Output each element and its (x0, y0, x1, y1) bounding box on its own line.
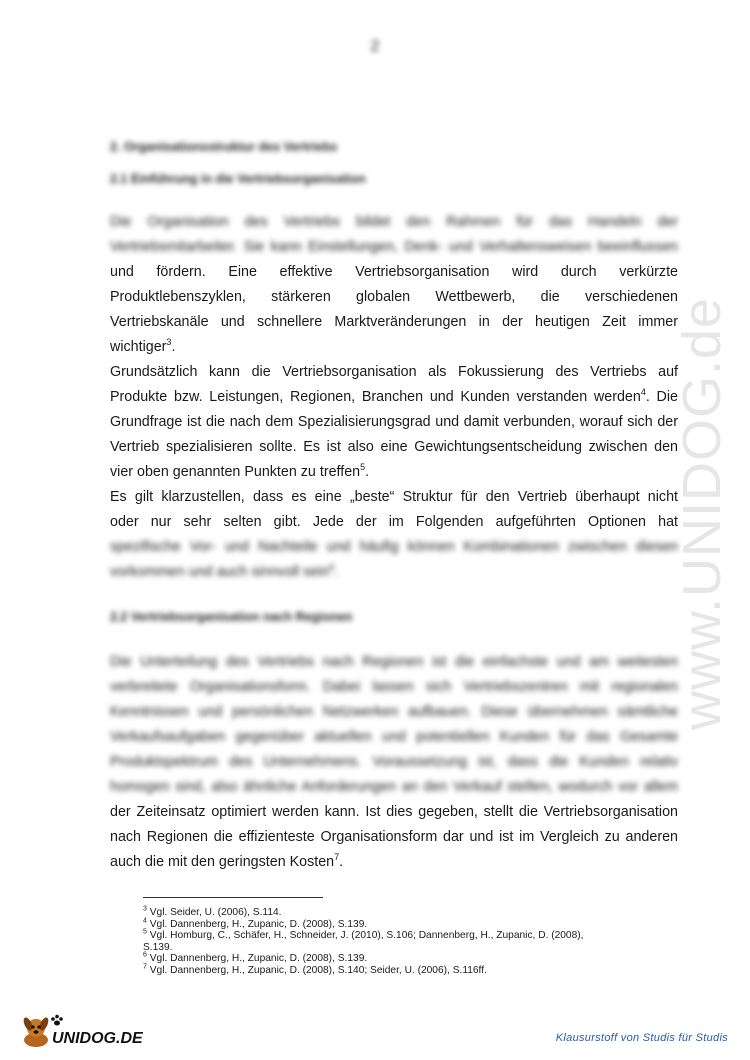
text-line: nach Regionen die effizienteste Organisationsform dar und ist im Vergleich zu anderen (110, 829, 678, 845)
text-line-blurred: Verkaufsaufgaben gegenüber aktuellen und potentiellen Kunden für das Gesamte (110, 729, 678, 745)
watermark-text: www.UNIDOG.de (672, 296, 732, 730)
paragraph-4 (110, 650, 678, 875)
text-line: Es gilt klarzustellen, dass es eine „beste“ Struktur für den Vertrieb überhaupt nicht (110, 489, 678, 505)
footnote: $^6$ Vgl. Dannenberg, H., Zupanic, D. (2008), S.139. (143, 951, 368, 964)
text-line: der Zeiteinsatz optimiert werden kann. Ist dies gegeben, stellt die Vertriebsorganisation (110, 804, 678, 820)
text-line: Grundsätzlich kann die Vertriebsorganisation als Fokussierung des Vertriebs auf (110, 364, 678, 380)
paragraph-intro (110, 210, 678, 360)
text-line: vier oben genannten Punkten zu treffen$^5$. (110, 462, 370, 480)
logo-text: UNIDOG.DE (52, 1030, 143, 1047)
footnote: $^5$ Vgl. Homburg, C., Schäfer, H., Schneider, J. (2010), S.106; Dannenberg, H., Zupanic, D. (2008), (143, 928, 584, 941)
text-line-blurred: Die Unterteilung des Vertriebs nach Regionen ist die einfachste und am weitesten (110, 654, 678, 670)
text-line: oder nur sehr selten gibt. Jede der im Folgenden aufgeführten Optionen hat (110, 514, 678, 530)
paragraph-3 (110, 485, 678, 585)
text-line: und fördern. Eine effektive Vertriebsorganisation wird durch verkürzte (110, 264, 678, 280)
text-line-blurred: verbreitete Organisationsform. Dabei lassen sich Vertriebszentren mit regionalen (110, 679, 678, 695)
text-line: auch die mit den geringsten Kosten$^7$. (110, 852, 344, 870)
text-line-blurred: Vertriebsmitarbeiter. Sie kann Einstellungen, Denk- und Verhaltensweisen beeinflussen (110, 239, 678, 255)
footnote: $^7$ Vgl. Dannenberg, H., Zupanic, D. (2008), S.140; Seider, U. (2006), S.116ff. (143, 963, 487, 976)
text-line-blurred: Produktspektrum des Unternehmens. Voraussetzung ist, dass die Kunden relativ (110, 754, 678, 770)
text-line: wichtiger$^3$. (110, 337, 176, 355)
subsection-heading-2: 2.2 Vertriebsorganisation nach Regionen (110, 610, 353, 624)
footnotes (143, 907, 683, 976)
text-line-blurred: Die Organisation des Vertriebs bildet den Rahmen für das Handeln der (110, 214, 678, 230)
subsection-heading-1: 2.1 Einführung in die Vertriebsorganisation (110, 172, 366, 186)
page-number: 2 (370, 38, 380, 55)
footnote: $^3$ Vgl. Seider, U. (2006), S.114. (143, 905, 282, 918)
section-heading: 2. Organisationsstruktur des Vertriebs (110, 140, 338, 154)
footnote-ref[interactable]: 4 (640, 387, 646, 398)
footnote-ref[interactable]: 5 (360, 462, 366, 473)
text-line-blurred: Kenntnissen und persönlichen Netzwerken aufbauen. Diese übernehmen sämtliche (110, 704, 678, 720)
text-line-blurred: vorkommen und auch sinnvoll sein$^6$. (110, 562, 339, 580)
unidog-logo (20, 1010, 160, 1050)
footnote-separator (143, 897, 323, 898)
footnote: S.139. (143, 941, 173, 953)
text-line: Produkte bzw. Leistungen, Regionen, Branchen und Kunden verstanden werden$^4$. Die (110, 387, 678, 405)
footnote-ref[interactable]: 7 (334, 852, 340, 863)
text-line: Grundfrage ist die nach dem Spezialisierungsgrad und damit verbunden, worauf sich der (110, 414, 678, 430)
footnote: $^4$ Vgl. Dannenberg, H., Zupanic, D. (2008), S.139. (143, 917, 368, 930)
text-line-blurred: spezifische Vor- und Nachteile und häufig können Kombinationen zwischen diesen (110, 539, 678, 555)
text-line-blurred: homogen sind, also ähnliche Anforderungen an den Verkauf stellen, wodurch vor allem (110, 779, 678, 795)
footnote-ref[interactable]: 3 (166, 337, 172, 348)
text-line: Vertriebskanäle und schnellere Marktveränderungen in der heutigen Zeit immer (110, 314, 678, 330)
text-line: Produktlebenszyklen, stärkeren globalen Wettbewerb, die verschiedenen (110, 289, 678, 305)
tagline: Klausurstoff von Studis für Studis (555, 1032, 728, 1044)
text-line: Vertrieb spezialisieren sollte. Es ist also eine Gewichtungsentscheidung zwischen den (110, 439, 678, 455)
watermark (662, 175, 742, 735)
paragraph-2 (110, 360, 678, 485)
